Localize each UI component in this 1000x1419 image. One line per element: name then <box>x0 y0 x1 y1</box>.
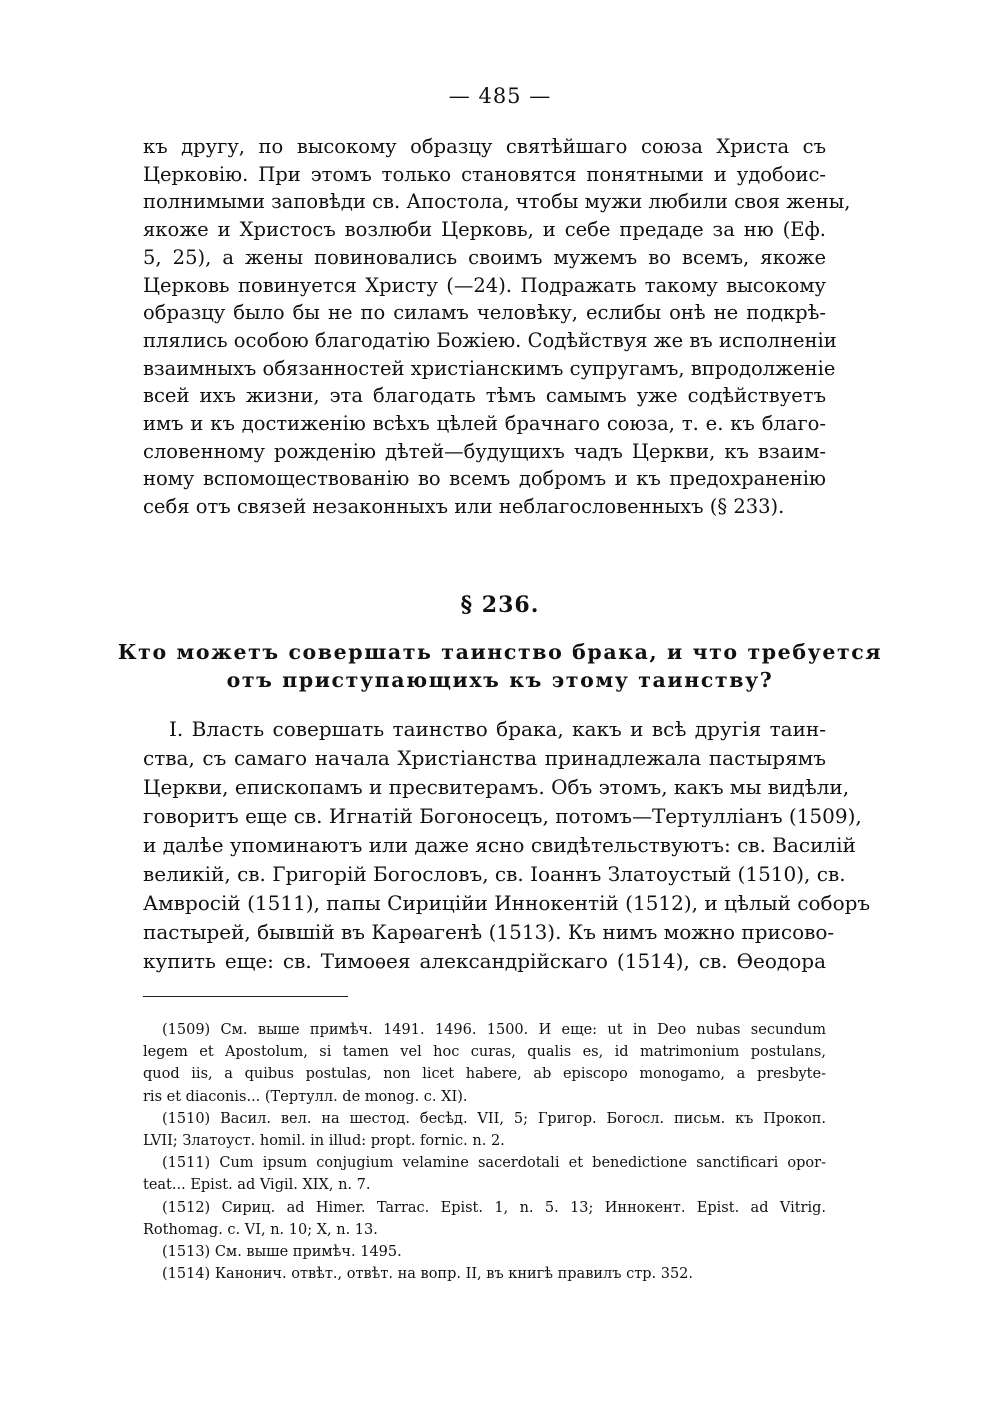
text-line: Церковію. При этомъ только становятся понятными и удобоис- <box>143 162 826 186</box>
footnote-line: (1513) См. выше примѣч. 1495. <box>162 1244 402 1261</box>
text-line: къ другу, по высокому образцу святѣйшаго союза Христа съ <box>143 135 826 158</box>
text-line: Амвросій (1511), папы Сириційи Иннокентій (1512), и цѣлый соборъ <box>143 891 871 915</box>
text-line: имъ и къ достиженію всѣхъ цѣлей брачнаго союза, т. е. къ благо- <box>143 412 826 436</box>
section-number: § 236. <box>460 592 540 618</box>
footnote-line: (1512) Сириц. ad Himer. Tarrac. Epist. 1, n. 5. 13; Иннокент. Epist. ad Vitrig. <box>162 1199 826 1216</box>
text-line: всей ихъ жизни, эта благодать тѣмъ самымъ уже содѣйствуетъ <box>143 384 826 408</box>
footnote-line: quod iis, a quibus postulas, non licet habere, ab episcopo monogamo, a presbyte- <box>143 1066 826 1083</box>
footnotes <box>143 1019 826 1285</box>
text-line: великій, св. Григорій Богословъ, св. Іоаннъ Златоустый (1510), св. <box>143 862 846 886</box>
heading-line: отъ приступающихъ къ этому таинству? <box>226 668 774 692</box>
footnote-line: (1509) См. выше примѣч. 1491. 1496. 1500. И еще: ut in Deo nubas secundum <box>162 1022 826 1038</box>
footnote-line: LVII; Златоуст. homil. in illud: propt. fornic. n. 2. <box>143 1133 505 1150</box>
footnote-line: Rothomag. c. VI, n. 10; X, n. 13. <box>143 1221 378 1238</box>
paragraph-section-236 <box>143 715 871 976</box>
text-line: плялись особою благодатію Божіею. Содѣйствуя же въ исполненіи <box>143 328 837 352</box>
heading-line: Кто можетъ совершать таинство брака, и что требуется <box>117 640 883 664</box>
text-line: якоже и Христосъ возлюби Церковь, и себе предаде за ню (Еф. <box>143 218 826 242</box>
text-line: словенному рожденію дѣтей—будущихъ чадъ Церкви, къ взаим- <box>143 439 826 463</box>
footnote-line: legem et Apostolum, si tamen vel hoc curas, qualis es, id matrimonium postulans, <box>143 1044 826 1061</box>
footnote-divider <box>143 996 348 997</box>
footnote-line: (1514) Канонич. отвѣт., отвѣт. на вопр. II, въ книгѣ правилъ стр. 352. <box>162 1266 694 1283</box>
text-line: ному вспомоществованію во всемъ добромъ и къ предохраненію <box>143 467 826 491</box>
text-line: пастырей, бывшій въ Карѳагенѣ (1513). Къ нимъ можно присово- <box>143 920 835 944</box>
section-heading <box>100 638 900 694</box>
text-line: Церковь повинуется Христу (—24). Подражать такому высокому <box>143 273 826 297</box>
text-line: образцу было бы не по силамъ человѣку, еслибы онѣ не подкрѣ- <box>143 301 826 325</box>
text-line: 5, 25), а жены повиновались своимъ мужемъ во всемъ, якоже <box>143 245 826 269</box>
text-line: себя отъ связей незаконныхъ или неблагословенныхъ (§ 233). <box>143 495 785 519</box>
text-line: и далѣе упоминаютъ или даже ясно свидѣтельствуютъ: св. Василій <box>143 833 856 857</box>
footnote-line: (1510) Васил. вел. на шестод. бесѣд. VII, 5; Григор. Богосл. письм. къ Прокоп. <box>162 1110 826 1127</box>
text-line: Церкви, епископамъ и пресвитерамъ. Объ этомъ, какъ мы видѣли, <box>143 775 850 799</box>
text-line: I. Власть совершать таинство брака, какъ и всѣ другія таин- <box>169 717 826 741</box>
text-line: взаимныхъ обязанностей христіанскимъ супругамъ, впродолженіе <box>143 356 836 380</box>
text-line: купить еще: св. Тимоѳея александрійскаго (1514), св. Ѳеодора <box>143 949 826 973</box>
page-number: — 485 — <box>448 84 552 108</box>
text-line: говоритъ еще св. Игнатій Богоносецъ, потомъ—Тертулліанъ (1509), <box>143 804 862 828</box>
paragraph-continuation <box>143 133 851 521</box>
footnote-line: teat... Epist. ad Vigil. XIX, n. 7. <box>143 1177 371 1194</box>
text-line: полнимыми заповѣди св. Апостола, чтобы мужи любили своя жены, <box>143 190 851 214</box>
footnote-line: (1511) Cum ipsum conjugium velamine sacerdotali et benedictione sanctificari opor- <box>162 1155 826 1172</box>
text-line: ства, съ самаго начала Христіанства принадлежала пастырямъ <box>143 746 826 770</box>
footnote-line: ris et diaconis... (Тертулл. de monog. c. XI). <box>143 1088 468 1105</box>
